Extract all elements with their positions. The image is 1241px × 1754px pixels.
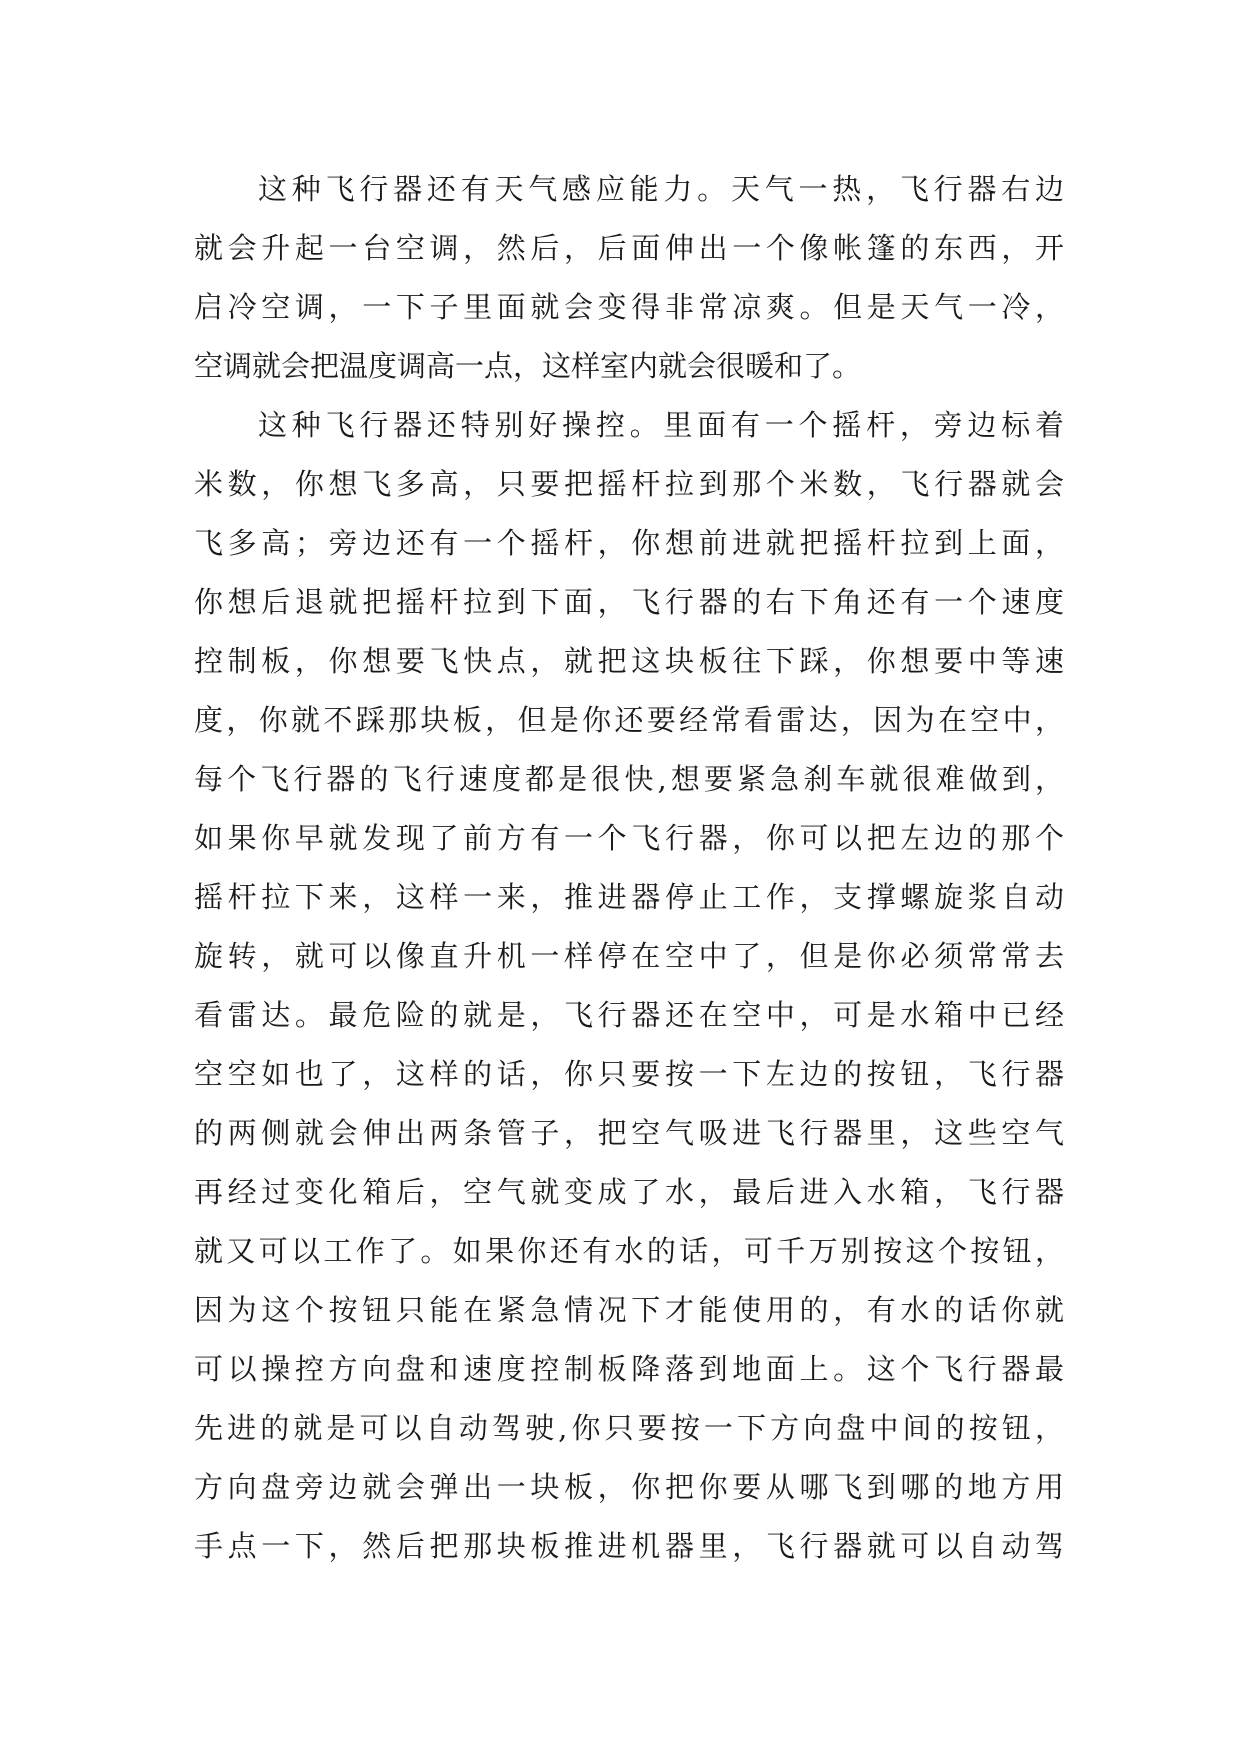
text-line: 这种飞行器还有天气感应能力。天气一热，飞行器右边 [258,172,1064,206]
text-line: 如果你早就发现了前方有一个飞行器，你可以把左边的那个 [194,821,1064,855]
text-line: 可以操控方向盘和速度控制板降落到地面上。这个飞行器最 [194,1352,1064,1386]
text-line: 就又可以工作了。如果你还有水的话，可千万别按这个按钮， [194,1234,1064,1268]
text-line: 启冷空调，一下子里面就会变得非常凉爽。但是天气一冷， [194,290,1064,324]
text-line: 看雷达。最危险的就是，飞行器还在空中，可是水箱中已经 [194,998,1064,1032]
text-line: 方向盘旁边就会弹出一块板，你把你要从哪飞到哪的地方用 [194,1470,1064,1504]
text-line: 手点一下，然后把那块板推进机器里，飞行器就可以自动驾 [194,1529,1064,1563]
text-line: 旋转，就可以像直升机一样停在空中了，但是你必须常常去 [194,939,1064,973]
text-line: 因为这个按钮只能在紧急情况下才能使用的，有水的话你就 [194,1293,1064,1327]
text-line: 的两侧就会伸出两条管子，把空气吸进飞行器里，这些空气 [194,1116,1064,1150]
text-line: 再经过变化箱后，空气就变成了水，最后进入水箱，飞行器 [194,1175,1064,1209]
text-line: 每个飞行器的飞行速度都是很快,想要紧急刹车就很难做到， [194,762,1064,796]
text-line: 飞多高；旁边还有一个摇杆，你想前进就把摇杆拉到上面， [194,526,1064,560]
body-text [194,160,1064,1576]
text-line: 米数，你想飞多高，只要把摇杆拉到那个米数，飞行器就会 [194,467,1064,501]
text-line: 空调就会把温度调高一点，这样室内就会很暖和了。 [194,349,862,383]
paragraph-2 [194,396,1064,1576]
text-line: 控制板，你想要飞快点，就把这块板往下踩，你想要中等速 [194,644,1064,678]
paragraph-1 [194,160,1064,396]
text-line: 摇杆拉下来，这样一来，推进器停止工作，支撑螺旋浆自动 [194,880,1064,914]
text-line: 空空如也了，这样的话，你只要按一下左边的按钮，飞行器 [194,1057,1064,1091]
text-line: 度，你就不踩那块板，但是你还要经常看雷达，因为在空中， [194,703,1064,737]
text-line: 你想后退就把摇杆拉到下面，飞行器的右下角还有一个速度 [194,585,1064,619]
text-line: 这种飞行器还特别好操控。里面有一个摇杆，旁边标着 [258,408,1064,442]
text-line: 就会升起一台空调，然后，后面伸出一个像帐篷的东西，开 [194,231,1064,265]
text-line: 先进的就是可以自动驾驶,你只要按一下方向盘中间的按钮， [194,1411,1064,1445]
